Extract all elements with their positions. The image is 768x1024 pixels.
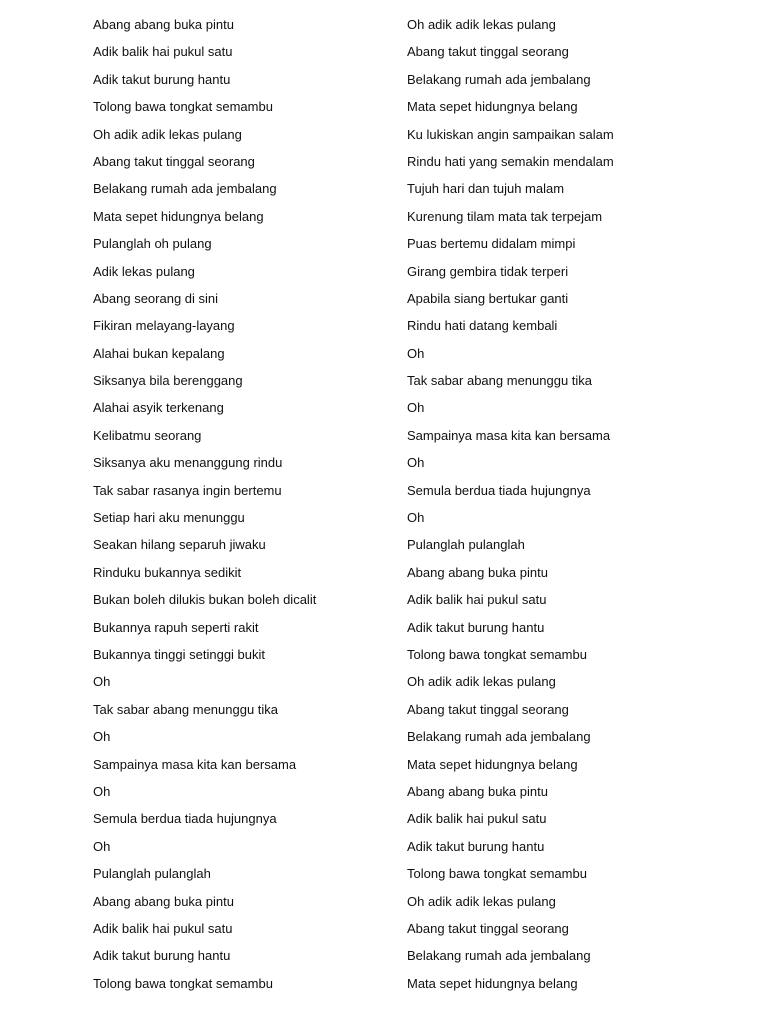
- lyric-line: Abang abang buka pintu: [407, 783, 548, 799]
- lyric-line: Adik takut burung hantu: [93, 71, 231, 87]
- lyric-line: Pulanglah oh pulang: [93, 236, 212, 252]
- lyric-line: Setiap hari aku menunggu: [93, 510, 245, 526]
- lyric-line: Oh adik adik lekas pulang: [407, 674, 556, 690]
- lyric-line: Sampainya masa kita kan bersama: [93, 756, 297, 772]
- lyric-line: Abang abang buka pintu: [93, 17, 234, 32]
- lyric-line: Adik balik hai pukul satu: [93, 44, 233, 60]
- lyric-line: Abang takut tinggal seorang: [407, 701, 569, 717]
- lyric-line: Oh: [93, 674, 111, 690]
- lyric-line: Mata sepet hidungnya belang: [407, 756, 578, 772]
- lyric-line: Pulanglah pulanglah: [93, 866, 211, 882]
- lyric-line: Kelibatmu seorang: [93, 427, 202, 443]
- lyric-line: Adik takut burung hantu: [407, 838, 545, 854]
- lyric-line: Tak sabar rasanya ingin bertemu: [93, 482, 282, 498]
- lyric-line: Semula berdua tiada hujungnya: [93, 811, 277, 827]
- lyrics-right-column: [407, 11, 737, 997]
- lyric-line: Bukan boleh dilukis bukan boleh dicalit: [93, 592, 317, 608]
- lyric-line: Mata sepet hidungnya belang: [93, 208, 264, 224]
- lyric-line: Fikiran melayang-layang: [93, 318, 235, 334]
- lyric-line: Rinduku bukannya sedikit: [93, 564, 242, 580]
- lyric-line: Oh: [93, 838, 111, 854]
- lyric-line: Kurenung tilam mata tak terpejam: [407, 208, 603, 224]
- lyric-line: Mata sepet hidungnya belang: [407, 99, 578, 115]
- lyric-line: Oh: [407, 345, 425, 361]
- lyric-line: Adik balik hai pukul satu: [93, 920, 233, 936]
- lyric-line: Girang gembira tidak terperi: [407, 263, 569, 279]
- lyric-line: Tolong bawa tongkat semambu: [93, 975, 273, 991]
- lyric-line: Sampainya masa kita kan bersama: [407, 427, 611, 443]
- lyric-line: Rindu hati datang kembali: [407, 318, 558, 334]
- lyric-line: Adik balik hai pukul satu: [407, 592, 547, 608]
- lyric-line: Oh: [407, 400, 425, 416]
- lyric-line: Tolong bawa tongkat semambu: [407, 646, 587, 662]
- lyric-line: Tolong bawa tongkat semambu: [93, 99, 273, 115]
- lyric-line: Oh: [93, 729, 111, 745]
- lyric-line: Alahai bukan kepalang: [93, 345, 225, 361]
- lyric-line: Adik lekas pulang: [93, 263, 195, 279]
- lyric-line: Tujuh hari dan tujuh malam: [407, 181, 565, 197]
- lyric-line: Oh: [407, 455, 425, 471]
- lyric-line: Oh: [407, 510, 425, 526]
- lyric-line: Alahai asyik terkenang: [93, 400, 224, 416]
- lyric-line: Pulanglah pulanglah: [407, 537, 525, 553]
- lyric-line: Seakan hilang separuh jiwaku: [93, 537, 266, 553]
- lyric-line: Abang abang buka pintu: [93, 893, 234, 909]
- lyric-line: Oh adik adik lekas pulang: [407, 893, 556, 909]
- lyric-line: Siksanya bila berenggang: [93, 373, 243, 389]
- lyric-line: Apabila siang bertukar ganti: [407, 290, 569, 306]
- lyric-line: Adik takut burung hantu: [407, 619, 545, 635]
- lyric-line: Belakang rumah ada jembalang: [407, 71, 591, 87]
- lyric-line: Abang seorang di sini: [93, 290, 219, 306]
- lyric-line: Ku lukiskan angin sampaikan salam: [407, 126, 614, 142]
- lyric-line: Oh: [93, 783, 111, 799]
- lyric-line: Belakang rumah ada jembalang: [407, 729, 591, 745]
- lyric-line: Abang takut tinggal seorang: [407, 44, 569, 60]
- lyric-line: Puas bertemu didalam mimpi: [407, 236, 576, 252]
- lyric-line: Mata sepet hidungnya belang: [407, 975, 578, 991]
- lyric-line: Abang abang buka pintu: [407, 564, 548, 580]
- lyric-line: Belakang rumah ada jembalang: [93, 181, 277, 197]
- lyric-line: Oh adik adik lekas pulang: [93, 126, 242, 142]
- lyric-line: Tak sabar abang menunggu tika: [93, 701, 279, 717]
- lyric-line: Abang takut tinggal seorang: [407, 920, 569, 936]
- lyric-line: Belakang rumah ada jembalang: [407, 948, 591, 964]
- lyric-line: Oh adik adik lekas pulang: [407, 17, 556, 32]
- lyric-line: Adik balik hai pukul satu: [407, 811, 547, 827]
- lyric-line: Semula berdua tiada hujungnya: [407, 482, 591, 498]
- lyric-line: Adik takut burung hantu: [93, 948, 231, 964]
- lyric-line: Rindu hati yang semakin mendalam: [407, 153, 614, 169]
- lyric-line: Abang takut tinggal seorang: [93, 153, 255, 169]
- lyric-line: Tak sabar abang menunggu tika: [407, 373, 593, 389]
- lyric-line: Siksanya aku menanggung rindu: [93, 455, 283, 471]
- lyric-line: Bukannya tinggi setinggi bukit: [93, 646, 266, 662]
- lyric-line: Tolong bawa tongkat semambu: [407, 866, 587, 882]
- lyric-line: Bukannya rapuh seperti rakit: [93, 619, 259, 635]
- lyrics-left-column: [93, 11, 393, 997]
